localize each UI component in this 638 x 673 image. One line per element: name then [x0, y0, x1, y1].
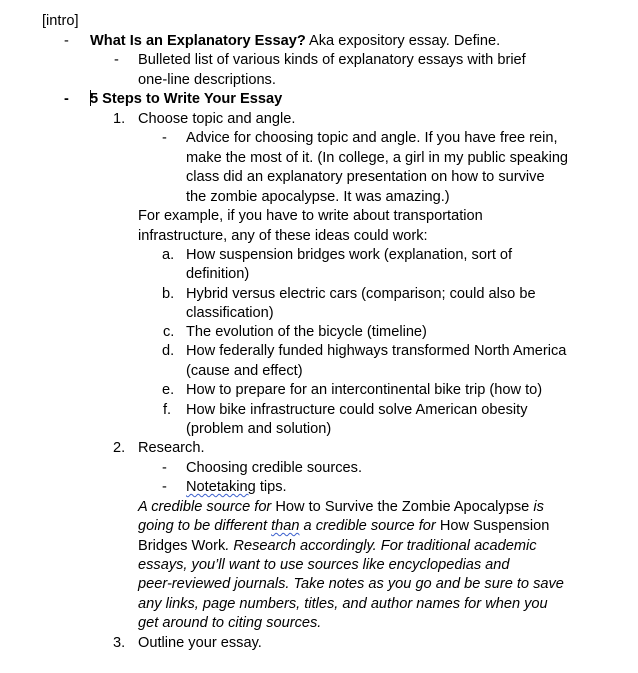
bullet-dash: - [162, 479, 167, 495]
section1-heading: What Is an Explanatory Essay? [90, 33, 306, 49]
research-para-line [138, 498, 544, 518]
research-para-line [138, 517, 549, 537]
idea-letter: f. [163, 402, 172, 418]
idea-line: (problem and solution) [186, 421, 332, 437]
research-sub2 [186, 478, 287, 498]
research-para-line: peer-reviewed journals. Take notes as you go and be sure to save [138, 576, 564, 592]
research-sub1: Choosing credible sources. [186, 460, 363, 476]
section1-sub-line2: one-line descriptions. [138, 72, 276, 88]
idea-line: How suspension bridges work (explanation, sort of [186, 247, 513, 263]
advice-line: class did an explanatory presentation on how to survive [186, 169, 545, 185]
step3-title: Outline your essay. [138, 635, 262, 651]
bullet-dash: - [64, 33, 69, 49]
idea-line: The evolution of the bicycle (timeline) [186, 324, 427, 340]
bullet-dash: - [64, 91, 69, 107]
grammar-flag-word[interactable]: than [271, 518, 300, 534]
idea-letter: b. [162, 286, 175, 302]
bullet-dash: - [114, 52, 119, 68]
para-title: Bridges Work [138, 538, 226, 554]
section2-heading-first: 5 [90, 91, 99, 107]
para-italic: . Research accordingly. For traditional academic [225, 538, 537, 554]
intro-label: [intro] [42, 13, 79, 29]
research-para-line: get around to citing sources. [138, 615, 322, 631]
research-para-line: essays, you’ll want to use sources like encyclopedias and [138, 557, 510, 573]
example-line: infrastructure, any of these ideas could work: [138, 228, 428, 244]
step2-title: Research. [138, 440, 205, 456]
para-italic: A credible source for [138, 499, 276, 515]
section2-heading-rest: Steps to Write Your Essay [98, 91, 283, 107]
section1-line [90, 32, 500, 52]
step2-number: 2. [113, 440, 126, 456]
idea-line: How to prepare for an intercontinental bike trip (how to) [186, 382, 543, 398]
bullet-dash: - [162, 130, 167, 146]
para-italic: is [529, 499, 544, 515]
idea-letter: a. [162, 247, 175, 263]
para-title: How to Survive the Zombie Apocalypse [275, 499, 530, 515]
idea-line: classification) [186, 305, 274, 321]
section1-sub-line1: Bulleted list of various kinds of explanatory essays with brief [138, 52, 526, 68]
idea-line: How bike infrastructure could solve American obesity [186, 402, 528, 418]
example-line: For example, if you have to write about transportation [138, 208, 483, 224]
section1-heading-rest: Aka expository essay. Define. [305, 33, 501, 49]
idea-letter: e. [162, 382, 175, 398]
idea-letter: c. [163, 324, 175, 340]
step1-title: Choose topic and angle. [138, 111, 296, 127]
advice-line: the zombie apocalypse. It was amazing.) [186, 189, 450, 205]
research-para-line [138, 537, 537, 557]
para-italic: a credible source for [299, 518, 440, 534]
advice-line: Advice for choosing topic and angle. If you have free rein, [186, 130, 558, 146]
para-italic: going to be different [138, 518, 272, 534]
research-para-line: any links, page numbers, titles, and author names for when you [138, 596, 548, 612]
bullet-dash: - [162, 460, 167, 476]
idea-line: (cause and effect) [186, 363, 303, 379]
spellcheck-word[interactable]: Notetaking [186, 479, 256, 495]
research-sub2-rest: tips. [255, 479, 287, 495]
idea-line: How federally funded highways transformed North America [186, 343, 567, 359]
idea-line: Hybrid versus electric cars (comparison; could also be [186, 286, 536, 302]
section2-heading[interactable] [90, 90, 282, 110]
para-title: How Suspension [439, 518, 550, 534]
idea-letter: d. [162, 343, 175, 359]
idea-line: definition) [186, 266, 250, 282]
step3-number: 3. [113, 635, 126, 651]
advice-line: make the most of it. (In college, a girl in my public speaking [186, 150, 569, 166]
step1-number: 1. [113, 111, 126, 127]
